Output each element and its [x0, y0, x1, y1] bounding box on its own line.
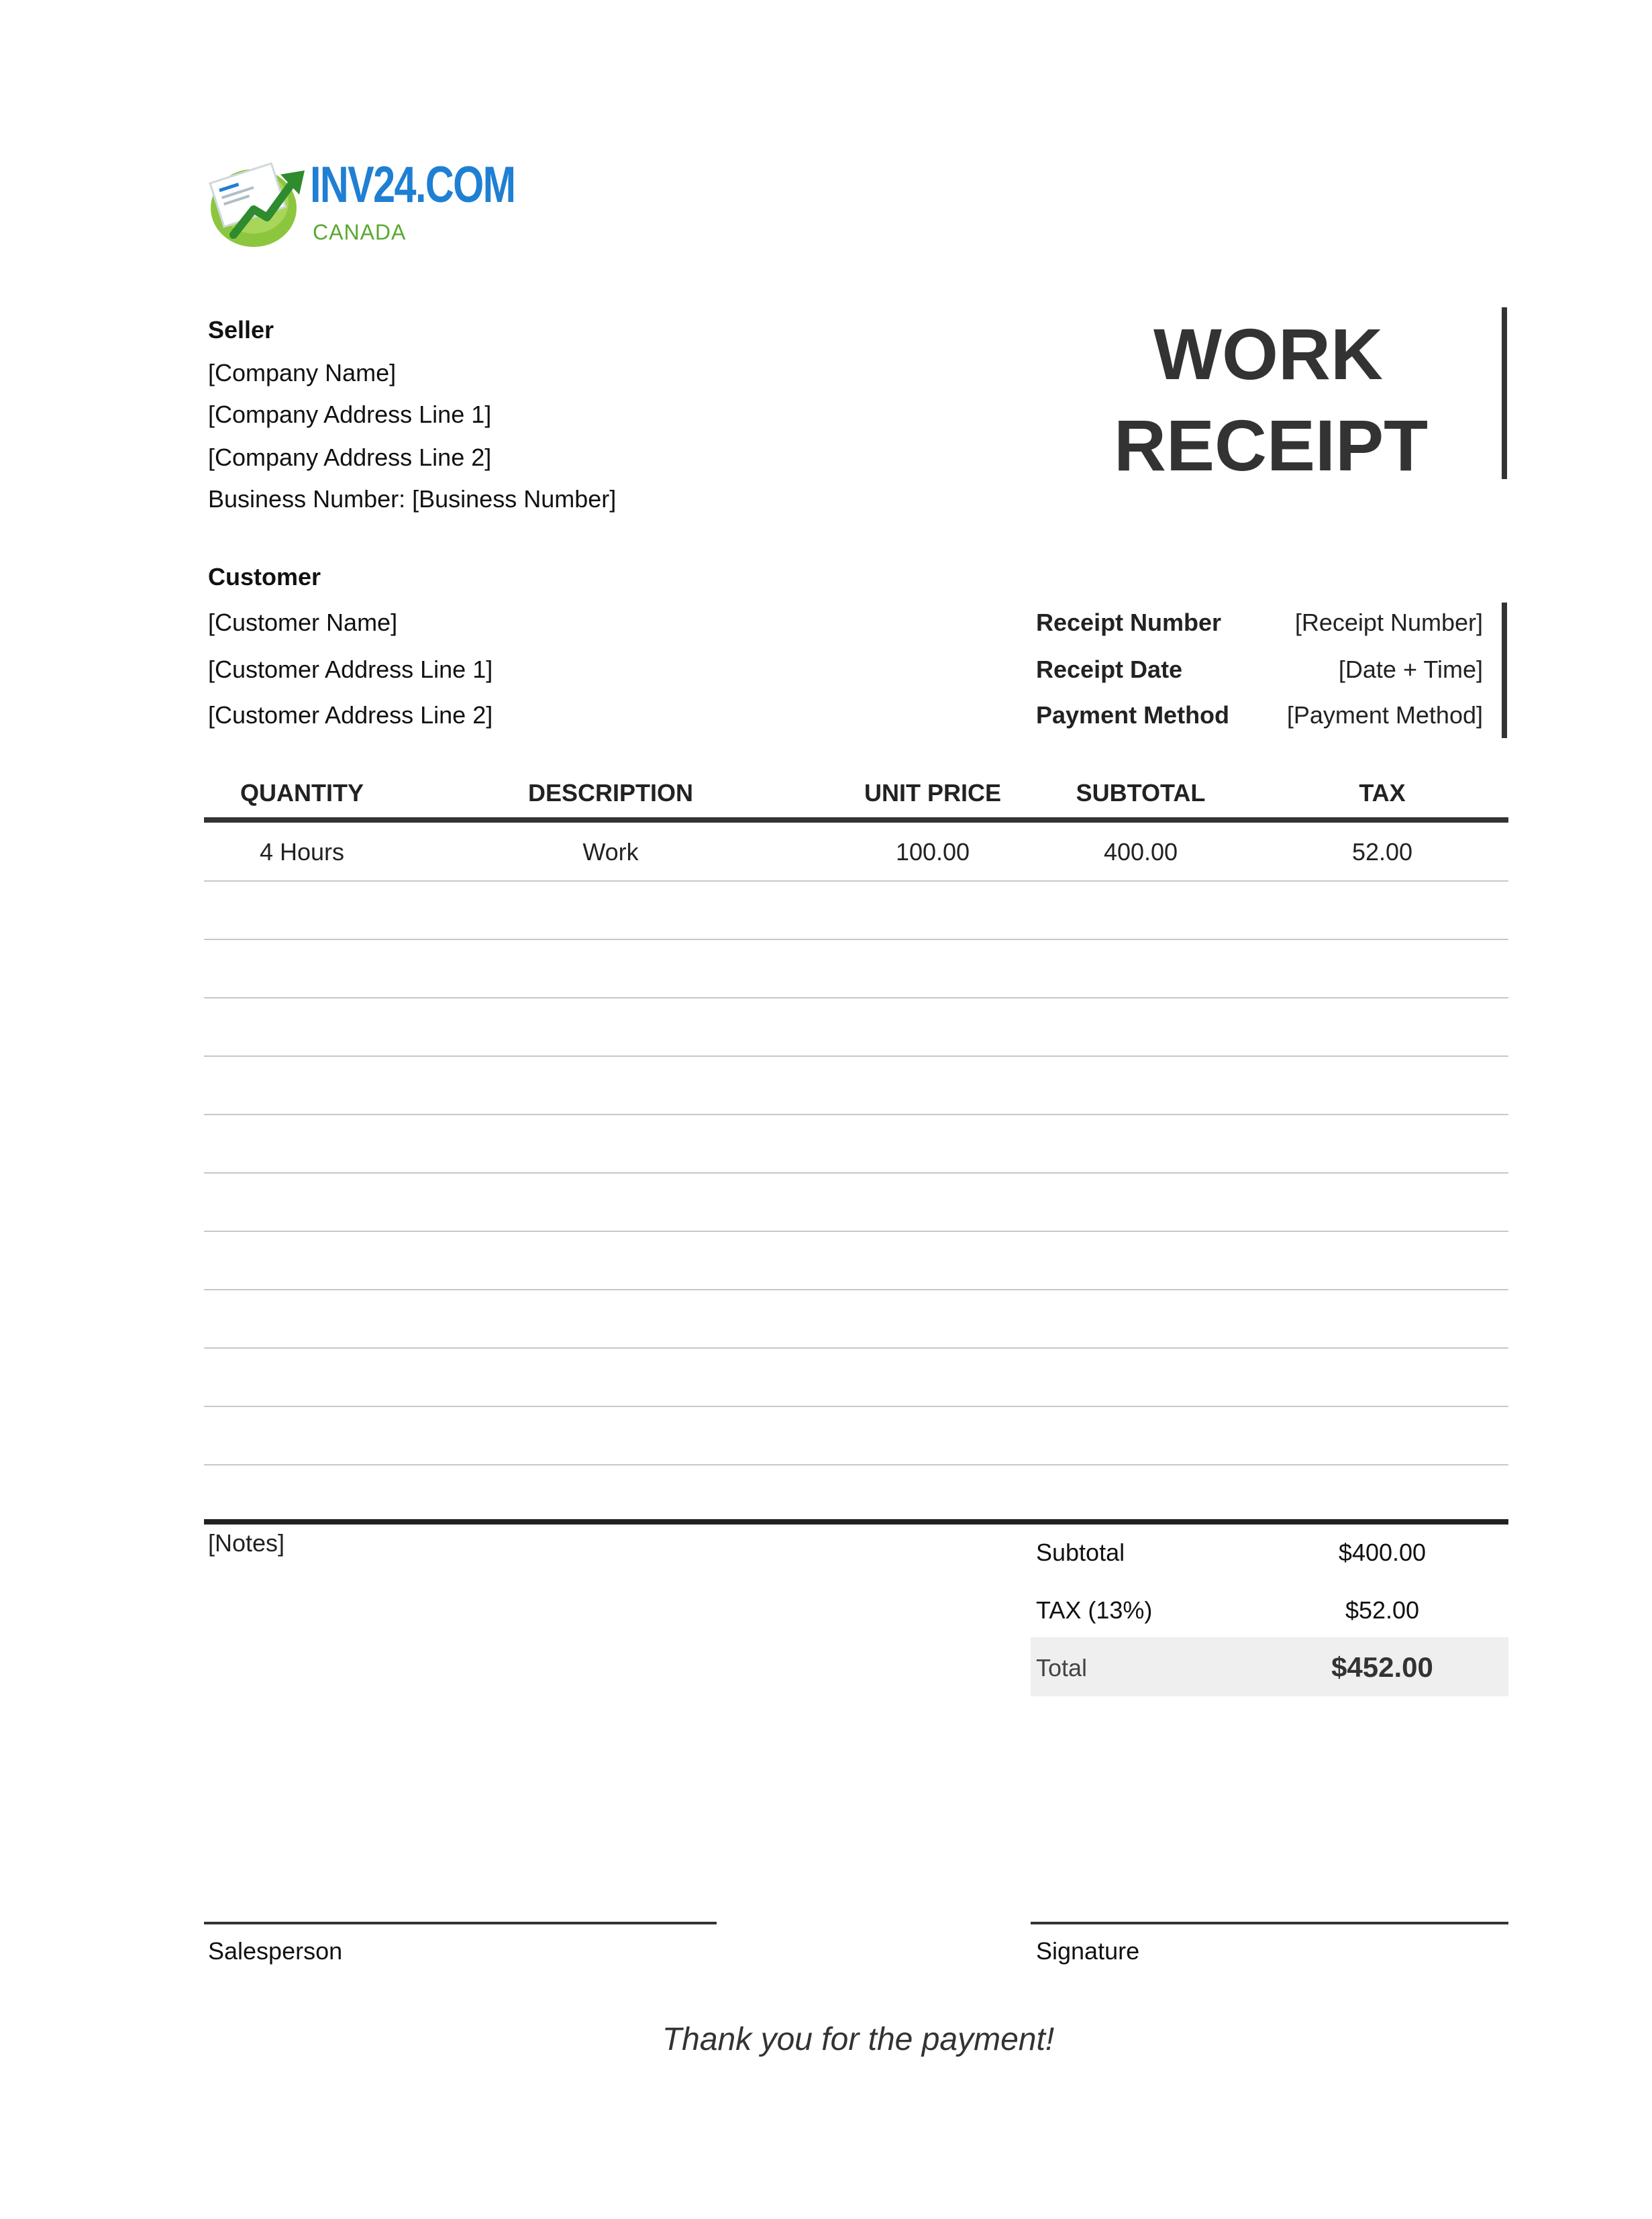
signature-line: [1031, 1922, 1508, 1924]
row-divider: [204, 1347, 1508, 1349]
receipt-date-label: Receipt Date: [1036, 656, 1183, 683]
notes: [Notes]: [208, 1529, 285, 1557]
header-subtotal: SUBTOTAL: [1076, 779, 1206, 807]
customer-heading: Customer: [208, 563, 321, 590]
logo-subtitle: CANADA: [313, 220, 407, 244]
cell-quantity: 4 Hours: [259, 838, 345, 866]
seller-address-line-2: [Company Address Line 2]: [208, 444, 492, 471]
salesperson-line: [204, 1922, 717, 1924]
row-divider: [204, 939, 1508, 940]
header-quantity: QUANTITY: [240, 779, 364, 807]
document-title: [1114, 309, 1429, 491]
title-accent-bar: [1502, 307, 1507, 479]
row-divider: [204, 1406, 1508, 1407]
title-line-2: RECEIPT: [1114, 405, 1429, 486]
table-header-rule: [204, 817, 1508, 823]
subtotal-label: Subtotal: [1036, 1539, 1125, 1566]
receipt-number-label: Receipt Number: [1036, 609, 1222, 636]
thank-you-message: Thank you for the payment!: [662, 2022, 1055, 2057]
row-divider: [204, 1172, 1508, 1174]
seller-heading: Seller: [208, 316, 274, 344]
signature-label: Signature: [1036, 1937, 1140, 1965]
header-tax: TAX: [1359, 779, 1406, 807]
salesperson-label: Salesperson: [208, 1937, 343, 1965]
cell-description: Work: [582, 838, 639, 866]
growth-arrow-icon: [207, 156, 314, 250]
table-footer-rule: [204, 1519, 1508, 1525]
seller-business-number: Business Number: [Business Number]: [208, 485, 617, 513]
receipt-date-value: [Date + Time]: [1338, 656, 1483, 683]
customer-address-line-2: [Customer Address Line 2]: [208, 701, 493, 729]
seller-company-name: [Company Name]: [208, 359, 397, 386]
header-unit-price: UNIT PRICE: [864, 779, 1001, 807]
total-value: $452.00: [1331, 1651, 1433, 1683]
seller-address-line-1: [Company Address Line 1]: [208, 401, 492, 428]
cell-unit-price: 100.00: [895, 838, 970, 866]
tax-value: $52.00: [1345, 1596, 1420, 1624]
row-divider: [204, 1055, 1508, 1057]
title-line-1: WORK: [1153, 313, 1383, 395]
payment-method-label: Payment Method: [1036, 701, 1230, 729]
customer-name: [Customer Name]: [208, 609, 398, 636]
row-divider: [204, 880, 1508, 882]
row-divider: [204, 997, 1508, 998]
tax-label: TAX (13%): [1036, 1596, 1153, 1624]
company-logo: [207, 156, 314, 250]
total-label: Total: [1036, 1654, 1088, 1682]
payment-method-value: [Payment Method]: [1286, 701, 1483, 729]
subtotal-value: $400.00: [1338, 1539, 1427, 1566]
customer-address-line-1: [Customer Address Line 1]: [208, 656, 493, 683]
table-row: [204, 823, 1508, 880]
cell-subtotal: 400.00: [1103, 838, 1178, 866]
row-divider: [204, 1464, 1508, 1465]
row-divider: [204, 1289, 1508, 1290]
cell-tax: 52.00: [1351, 838, 1413, 866]
row-divider: [204, 1114, 1508, 1115]
row-divider: [204, 1231, 1508, 1232]
receipt-number-value: [Receipt Number]: [1294, 609, 1483, 636]
logo-wordmark: INV24.COM: [310, 156, 515, 213]
header-description: DESCRIPTION: [527, 779, 694, 807]
meta-accent-bar: [1502, 603, 1507, 738]
